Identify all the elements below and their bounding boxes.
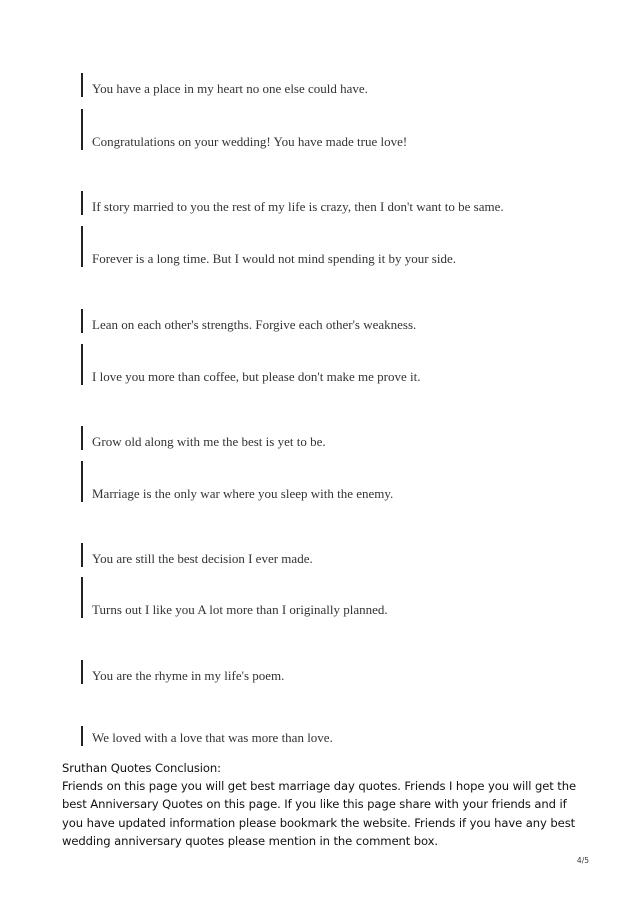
- quote-block: [81, 73, 601, 97]
- quote-block: [81, 109, 601, 150]
- quote-text: Forever is a long time. But I would not mind spending it by your side.: [92, 251, 456, 266]
- quote-block: [81, 660, 601, 684]
- quote-text: Lean on each other's strengths. Forgive each other's weakness.: [92, 317, 417, 332]
- quote-block: [81, 309, 601, 333]
- quote-block: [81, 726, 601, 746]
- quote-text: Turns out I like you A lot more than I originally planned.: [92, 602, 388, 617]
- quote-text: We loved with a love that was more than love.: [92, 730, 333, 745]
- quote-text: Congratulations on your wedding! You have made true love!: [92, 134, 408, 149]
- quote-block: [81, 543, 601, 567]
- quote-block: [81, 344, 601, 385]
- quote-text: You are still the best decision I ever made.: [92, 551, 313, 566]
- conclusion-section: [62, 759, 582, 850]
- quote-text: I love you more than coffee, but please don't make me prove it.: [92, 369, 421, 384]
- conclusion-title: Sruthan Quotes Conclusion:: [62, 761, 221, 775]
- quote-text: If story married to you the rest of my life is crazy, then I don't want to be same.: [92, 199, 504, 214]
- page-number: 4/5: [576, 856, 589, 865]
- quote-block: [81, 191, 601, 215]
- quote-block: [81, 226, 601, 267]
- quote-block: [81, 461, 601, 502]
- quote-text: You are the rhyme in my life's poem.: [92, 668, 285, 683]
- quote-block: [81, 577, 601, 618]
- quote-text: Marriage is the only war where you sleep with the enemy.: [92, 486, 394, 501]
- quote-text: You have a place in my heart no one else could have.: [92, 81, 368, 96]
- quote-block: [81, 426, 601, 450]
- quote-text: Grow old along with me the best is yet to be.: [92, 434, 326, 449]
- conclusion-body: Friends on this page you will get best marriage day quotes. Friends I hope you will get the best Anniversary Quotes on this page. If you like this page share with your friends and if you have updated information please bookmark the website. Friends if you have any best wedding anniversary quotes please mention in the comment box.: [62, 779, 576, 848]
